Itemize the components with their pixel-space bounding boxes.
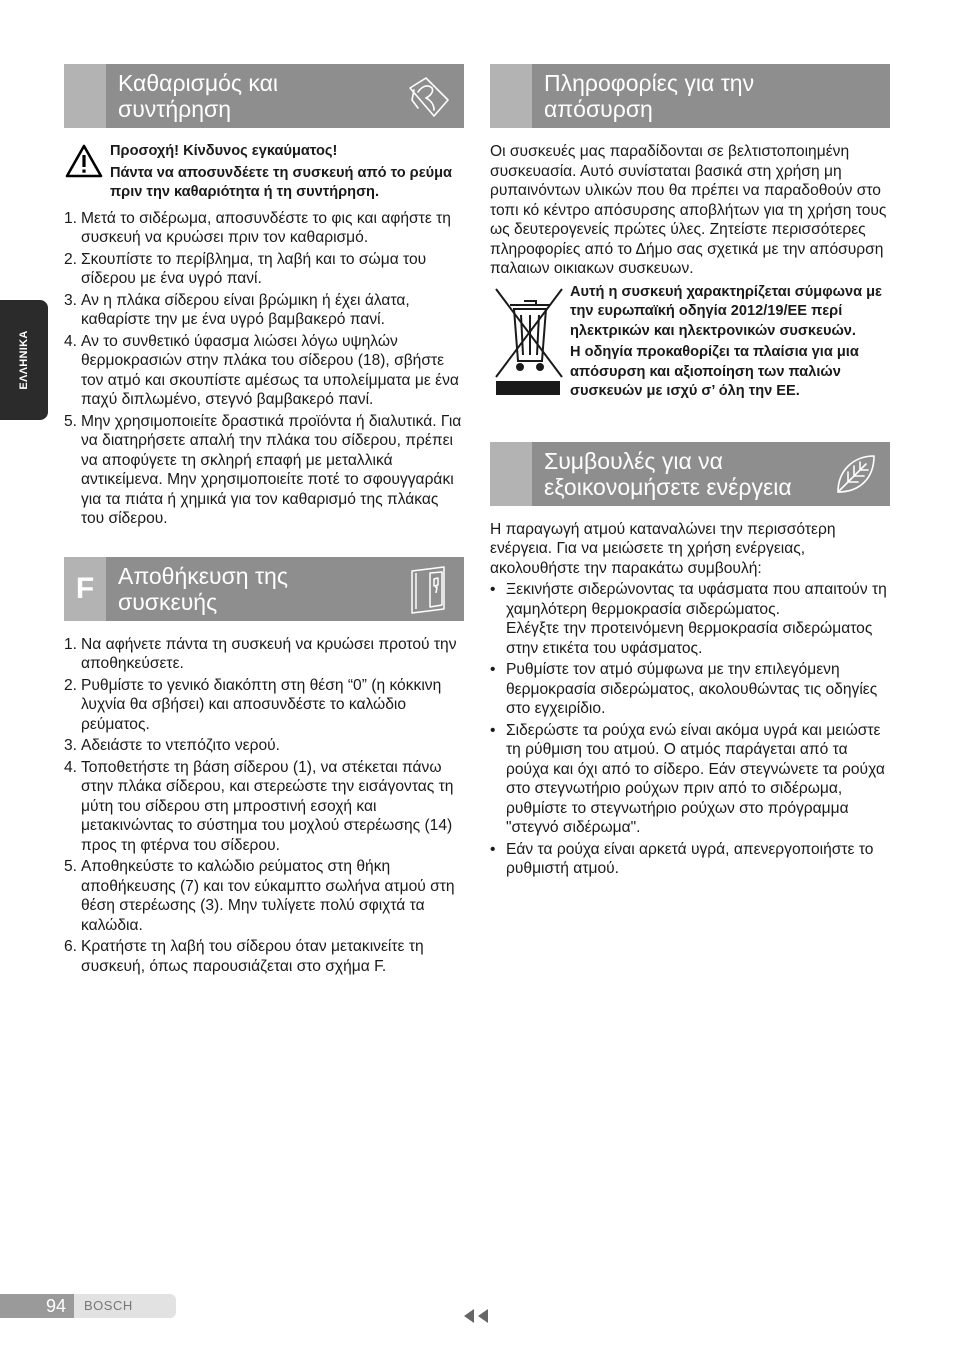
list-item: • Εάν τα ρούχα είναι αρκετά υγρά, απενεργοποιήστε το ρυθμιστή ατμού. bbox=[490, 840, 874, 877]
burn-warning bbox=[64, 142, 464, 203]
language-tab[interactable] bbox=[0, 300, 48, 420]
list-item: 5. Αποθηκεύστε το καλώδιο ρεύματος στη θήκη αποθήκευσης (7) και τον εύκαμπτο σωλήνα ατμού στη θέση στερέωσης (3). Μην τυλίγετε πολύ σφιχτά τα καλώδια. bbox=[64, 858, 455, 934]
left-column bbox=[64, 64, 464, 978]
weee-paragraph-2: Η οδηγία προκαθορίζει τα πλαίσια για μια απόσυρση και αξιοποίηση των παλιών συσκευών με ισχύ σ’ όλη την ΕΕ. bbox=[570, 344, 859, 399]
disposal-header bbox=[490, 64, 890, 128]
cabinet-icon bbox=[404, 563, 456, 615]
list-item: • Ξεκινήστε σιδερώνοντας τα υφάσματα που απαιτούν τη χαμηλότερη θερμοκρασία σιδερώματος. Ελέγξτε την προτεινόμενη θερμοκρασία σιδερώματος στην ετικέτα του υφάσματος. bbox=[490, 581, 887, 657]
warning-title: Προσοχή! Κίνδυνος εγκαύματος! bbox=[110, 143, 338, 159]
section-letter: F bbox=[64, 557, 106, 621]
list-item: 6. Κρατήστε τη λαβή του σίδερου όταν μετακινείτε τη συσκευή, όπως παρουσιάζεται στο σχήμα F. bbox=[64, 938, 424, 975]
energy-title: Συμβουλές για να εξοικονομήσετε ενέργεια bbox=[544, 447, 792, 500]
list-item: 2. Ρυθμίστε το γενικό διακόπτη στη θέση “0” (η κόκκινη λυχνία θα σβήσει) και αποσυνδέστε το καλώδιο ρεύματος. bbox=[64, 676, 442, 733]
storage-title: Αποθήκευση της συσκευής bbox=[118, 562, 288, 615]
hand-wipe-icon bbox=[404, 70, 456, 122]
list-item: • Ρυθμίστε τον ατμό σύμφωνα με την επιλεγόμενη θερμοκρασία σιδερώματος, ακολουθώντας τις οδηγίες στο εγχειρίδιο. bbox=[490, 661, 878, 717]
list-item: 1. Να αφήνετε πάντα τη συσκευή να κρυώσει προτού την αποθηκεύσετε. bbox=[64, 635, 457, 672]
list-item: 4. Αν το συνθετικό ύφασμα λιώσει λόγω υψηλών θερμοκρασιών στην πλάκα του σίδερου (18), σβήστε τον ατμό και σκουπίστε αμέσως τα υπολείμματα με ένα παχύ διπλωμένο, στεγνό βαμβακερό πανί. bbox=[64, 332, 459, 408]
list-item: • Σιδερώστε τα ρούχα ενώ είναι ακόμα υγρά και μειώστε τη ρύθμιση του ατμού. Ο ατμός παράγεται από τα ρούχα και όχι από το σίδερο. Εάν στεγνώνετε τα ρούχα στο στεγνωτήριο ρούχων πριν από το σιδέρωμα, ρυθμίστε το στεγνωτήριο ρούχων στο πρόγραμμα "στεγνό σιδέρωμα". bbox=[490, 721, 885, 836]
warning-triangle-icon bbox=[64, 142, 110, 182]
energy-header bbox=[490, 442, 890, 506]
back-arrows-icon[interactable] bbox=[462, 1308, 490, 1324]
energy-tips bbox=[490, 580, 890, 879]
list-item: 3. Αδειάστε το ντεπόζιτο νερού. bbox=[64, 737, 281, 754]
energy-intro: Η παραγωγή ατμού καταναλώνει την περισσότερη ενέργεια. Για να μειώσετε τη χρήση ενέργειας, ακολουθήστε την παρακάτω συμβουλή: bbox=[490, 520, 836, 577]
cleaning-steps bbox=[64, 209, 464, 529]
disposal-title: Πληροφορίες για την απόσυρση bbox=[544, 70, 755, 122]
list-item: 1. Μετά το σιδέρωμα, αποσυνδέστε το φις και αφήστε τη συσκευή να κρυώσει πριν τον καθαρισμό. bbox=[64, 209, 451, 246]
language-tab-label: ΕΛΛΗΝΙΚΑ bbox=[18, 330, 30, 390]
cleaning-header bbox=[64, 64, 464, 128]
weee-paragraph-1: Αυτή η συσκευή χαρακτηρίζεται σύμφωνα με την ευρωπαϊκή οδηγία 2012/19/EE περί ηλεκτρικών και ηλεκτρονικών συσκευών. bbox=[570, 283, 882, 339]
warning-body: Πάντα να αποσυνδέετε τη συσκευή από το ρεύμα πριν την καθαριότητα ή τη συντήρηση. bbox=[110, 164, 453, 200]
cleaning-title: Καθαρισμός και συντήρηση bbox=[118, 70, 278, 122]
storage-header bbox=[64, 557, 464, 621]
crossed-out-bin-icon bbox=[490, 283, 570, 395]
right-column bbox=[490, 64, 890, 881]
storage-steps bbox=[64, 635, 464, 977]
list-item: 2. Σκουπίστε το περίβλημα, τη λαβή και το σώμα του σίδερου με ένα υγρό πανί. bbox=[64, 250, 427, 287]
leaf-icon bbox=[830, 448, 882, 500]
list-item: 3. Αν η πλάκα σίδερου είναι βρώμικη ή έχει άλατα, καθαρίστε την με ένα υγρό βαμβακερό πανί. bbox=[64, 291, 410, 328]
weee-notice bbox=[490, 283, 890, 402]
list-item: 5. Μην χρησιμοποιείτε δραστικά προϊόντα ή διαλυτικά. Για να διατηρήσετε απαλή την πλάκα του σίδερου, πρέπει να αποφύγετε τη σκληρή επαφή με μεταλλικά αντικείμενα. Μην χρησιμοποιείτε ποτέ το σφουγγαράκι για τα πιάτα ή χημικά για τον καθαρισμό της πλάκας του σίδερου. bbox=[64, 412, 462, 527]
disposal-intro: Οι συσκευές μας παραδίδονται σε βελτιστοποιημένη συσκευασία. Αυτό συνίσταται βασικά στη χρήση μη ρυπαινόντων υλικών που θα πρέπει να παραδοθούν στο τοπι κό κέντρο απόσυρσης αποβλήτων για τη χρήση τους ως δευτερογενείς πρώτες ύλες. Ζητείστε περισσότερες πληροφορίες από το Δήμο σας σχετικά με την απόσυρση παλαιων οικιακων συσκευων. bbox=[490, 143, 887, 277]
brand-label: BOSCH bbox=[74, 1294, 176, 1318]
page-number: 94 bbox=[0, 1294, 74, 1318]
list-item: 4. Τοποθετήστε τη βάση σίδερου (1), να στέκεται πάνω στην πλάκα σίδερου, και στερεώστε την εισάγοντας τη μύτη του σίδερου στη μπροστινή εσοχή και μετακινώντας το σύστημα του μοχλού στερέωσης (14) προς τη φτέρνα του σίδερου. bbox=[64, 758, 454, 854]
